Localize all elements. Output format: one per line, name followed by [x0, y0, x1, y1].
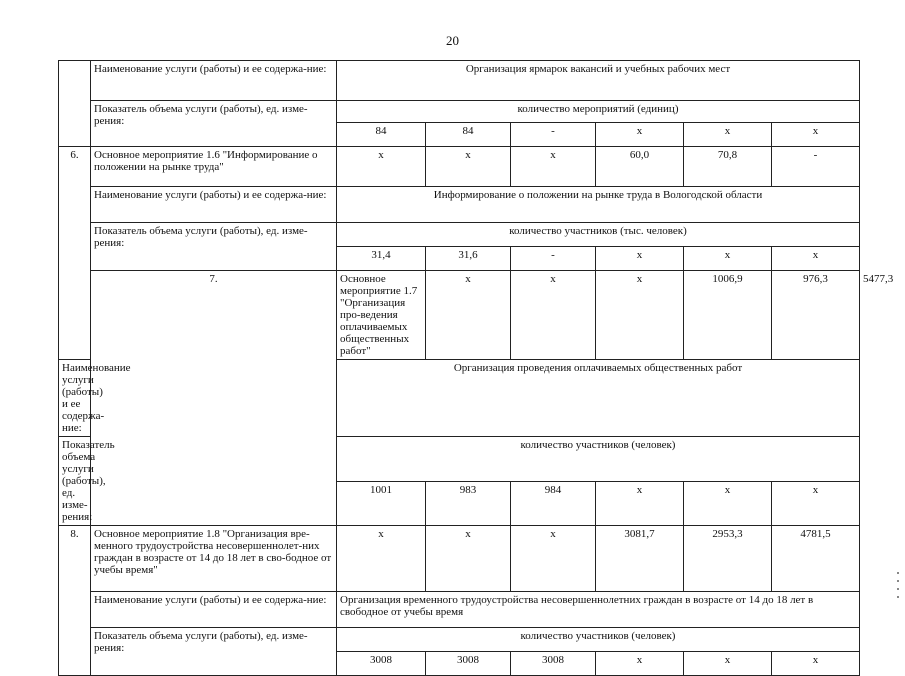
- volume-indicator-label: Показатель объема услуги (работы), ед. изме-рения:: [59, 437, 91, 526]
- activity-label: Основное мероприятие 1.6 "Информирование о положении на рынке труда": [91, 147, 337, 187]
- scan-mark: [897, 572, 899, 574]
- value-cell: 2953,3: [684, 526, 772, 592]
- row-number: 6.: [59, 147, 91, 360]
- service-name-label: Наименование услуги (работы) и ее содержа-ние:: [91, 187, 337, 223]
- service-name-value: Организация временного трудоустройства несовершеннолетних граждан в возрасте от 14 до 18 лет в свободное от учебы время: [337, 592, 860, 628]
- value-cell: x: [426, 147, 511, 187]
- value-cell: 1006,9: [684, 271, 772, 360]
- value-cell: -: [772, 147, 860, 187]
- value-cell: 984: [511, 481, 596, 526]
- value-cell: x: [772, 247, 860, 271]
- volume-unit: количество участников (тыс. человек): [337, 223, 860, 247]
- service-name-value: Информирование о положении на рынке труда в Вологодской области: [337, 187, 860, 223]
- value-cell: 60,0: [596, 147, 684, 187]
- volume-unit: количество участников (человек): [337, 628, 860, 652]
- volume-unit: количество участников (человек): [337, 437, 860, 482]
- value-cell: -: [511, 247, 596, 271]
- value-cell: 976,3: [772, 271, 860, 360]
- value-cell: -: [511, 123, 596, 147]
- volume-indicator-label: Показатель объема услуги (работы), ед. изме-рения:: [91, 628, 337, 676]
- table-row: [59, 101, 860, 123]
- value-cell: x: [426, 271, 511, 360]
- value-cell: 31,6: [426, 247, 511, 271]
- service-name-label: Наименование услуги (работы) и ее содержа-ние:: [91, 592, 337, 628]
- table-row: [59, 61, 860, 101]
- service-name-label: Наименование услуги (работы) и ее содержа-ние:: [59, 360, 91, 437]
- scan-mark: [897, 580, 899, 582]
- value-cell: x: [511, 526, 596, 592]
- value-cell: x: [511, 147, 596, 187]
- value-cell: x: [596, 247, 684, 271]
- value-cell: x: [596, 271, 684, 360]
- value-cell: 84: [337, 123, 426, 147]
- program-table: [58, 60, 894, 676]
- value-cell: x: [684, 247, 772, 271]
- row-number: [59, 61, 91, 147]
- row-number: 8.: [59, 526, 91, 676]
- activity-label: Основное мероприятие 1.7 "Организация про-ведения оплачиваемых общественных работ": [337, 271, 426, 360]
- volume-indicator-label: Показатель объема услуги (работы), ед. изме-рения:: [91, 223, 337, 271]
- value-cell: x: [684, 123, 772, 147]
- table-row: [59, 526, 860, 592]
- value-cell: 4781,5: [772, 526, 860, 592]
- value-cell: 3008: [511, 652, 596, 676]
- value-cell: 70,8: [684, 147, 772, 187]
- value-cell: 3008: [426, 652, 511, 676]
- table-row: [59, 187, 860, 223]
- value-cell: x: [772, 123, 860, 147]
- value-cell: 1001: [337, 481, 426, 526]
- row-number: 7.: [91, 271, 337, 526]
- value-cell: x: [337, 526, 426, 592]
- value-cell: x: [684, 652, 772, 676]
- table-row: [59, 592, 860, 628]
- value-cell: 84: [426, 123, 511, 147]
- value-cell: x: [596, 481, 684, 526]
- value-cell: x: [684, 481, 772, 526]
- table-row: 7. Основное мероприятие 1.7 "Организация про-ведения оплачиваемых общественных работ" x x x 1006,9 976,3 5477,3: [59, 271, 860, 360]
- value-cell: x: [772, 481, 860, 526]
- table-row: [59, 147, 860, 187]
- value-cell: 3008: [337, 652, 426, 676]
- value-cell: x: [772, 652, 860, 676]
- value-cell: x: [426, 526, 511, 592]
- service-name-value: Организация ярмарок вакансий и учебных рабочих мест: [337, 61, 860, 101]
- volume-unit: количество мероприятий (единиц): [337, 101, 860, 123]
- page-number: 20: [446, 33, 459, 48]
- value-cell: x: [337, 147, 426, 187]
- value-cell: 983: [426, 481, 511, 526]
- value-cell: x: [596, 123, 684, 147]
- value-cell: 3081,7: [596, 526, 684, 592]
- table-row: [59, 223, 860, 247]
- scan-mark: [897, 596, 899, 598]
- volume-indicator-label: Показатель объема услуги (работы), ед. изме-рения:: [91, 101, 337, 147]
- value-cell: x: [596, 652, 684, 676]
- value-cell: 31,4: [337, 247, 426, 271]
- activity-label: Основное мероприятие 1.8 "Организация вре-менного трудоустройства несовершеннолет-них граждан в возрасте от 14 до 18 лет в сво-бодное от учебы время": [91, 526, 337, 592]
- service-name-value: Организация проведения оплачиваемых общественных работ: [337, 360, 860, 437]
- scan-mark: [897, 588, 899, 590]
- value-cell: x: [511, 271, 596, 360]
- service-name-label: Наименование услуги (работы) и ее содержа-ние:: [91, 61, 337, 101]
